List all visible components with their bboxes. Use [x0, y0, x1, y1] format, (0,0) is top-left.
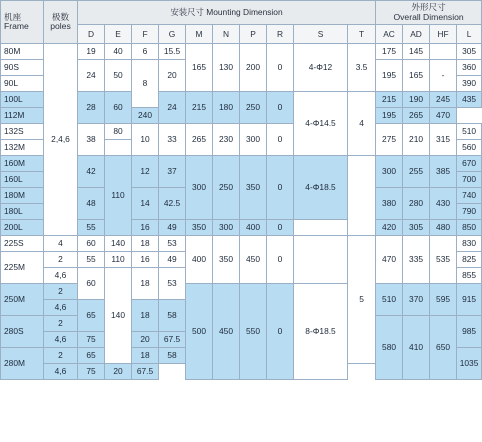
table-cell: 195	[376, 60, 403, 92]
table-cell: 830	[457, 236, 482, 252]
table-cell: 80	[105, 124, 132, 140]
table-cell: 670	[457, 156, 482, 172]
col-header-N: N	[213, 25, 240, 44]
col-header-G: G	[159, 25, 186, 44]
table-cell: 67.5	[159, 332, 186, 348]
table-cell: 49	[159, 220, 186, 236]
frame-cell: 80M	[1, 44, 44, 60]
table-cell: 38	[78, 124, 105, 156]
table-cell: 500	[186, 284, 213, 380]
table-cell: 435	[457, 92, 482, 108]
table-cell: 850	[457, 220, 482, 236]
table-cell: 250	[213, 156, 240, 220]
table-cell: 6	[132, 44, 159, 60]
table-cell: 255	[403, 156, 430, 188]
table-cell: 250	[240, 92, 267, 124]
table-cell: 400	[240, 220, 267, 236]
table-cell: 0	[267, 124, 294, 156]
table-cell: 240	[132, 108, 159, 124]
frame-cell: 90S	[1, 60, 44, 76]
col-header-F: F	[132, 25, 159, 44]
table-cell: 40	[105, 44, 132, 60]
frame-cell: 280S	[1, 316, 44, 348]
frame-cell: 180L	[1, 204, 44, 220]
table-cell: 42	[78, 156, 105, 188]
table-cell: 410	[403, 316, 430, 380]
poles-cell: 2	[44, 252, 78, 268]
header-poles-en: poles	[50, 21, 71, 31]
header-frame	[1, 1, 44, 44]
poles-cell: 4,6	[44, 332, 78, 348]
header-poles	[44, 1, 78, 44]
table-cell: 58	[159, 348, 186, 364]
table-cell: 145	[403, 44, 430, 60]
table-cell: 370	[403, 284, 430, 316]
table-cell: 350	[213, 236, 240, 284]
table-cell: 305	[457, 44, 482, 60]
table-cell: 110	[105, 252, 132, 268]
col-header-L: L	[457, 25, 482, 44]
poles-cell: 2	[44, 284, 78, 300]
table-cell: 195	[376, 108, 403, 124]
frame-cell: 280M	[1, 348, 44, 380]
table-cell: 190	[403, 92, 430, 108]
table-cell: 825	[457, 252, 482, 268]
table-cell: 19	[78, 44, 105, 60]
frame-cell: 180M	[1, 188, 44, 204]
table-cell: 165	[403, 60, 430, 92]
table-cell: 165	[186, 44, 213, 92]
table-cell: 280	[403, 188, 430, 220]
table-cell: 245	[430, 92, 457, 108]
table-cell	[348, 156, 376, 236]
table-cell: 42.5	[159, 188, 186, 220]
table-cell: 350	[186, 220, 213, 236]
table-cell: 215	[186, 92, 213, 124]
frame-cell: 160L	[1, 172, 44, 188]
table-cell: 0	[267, 92, 294, 124]
header-frame-cn: 机座	[4, 11, 22, 22]
table-cell: 0	[267, 284, 294, 380]
table-cell: 200	[240, 44, 267, 92]
header-frame-en: Frame	[4, 21, 29, 31]
table-cell: 110	[105, 156, 132, 236]
table-cell: 140	[105, 236, 132, 252]
table-cell: 48	[78, 188, 105, 220]
table-cell: 300	[186, 156, 213, 220]
header-overall-cn: 外形尺寸	[411, 2, 446, 13]
frame-cell: 132S	[1, 124, 44, 140]
table-cell: 3.5	[348, 44, 376, 92]
table-cell: 65	[78, 348, 105, 364]
table-cell: 300	[376, 156, 403, 188]
table-cell: 985	[457, 316, 482, 348]
table-cell	[430, 44, 457, 60]
table-cell: 305	[403, 220, 430, 236]
table-cell: 75	[78, 364, 105, 380]
table-cell: 0	[267, 236, 294, 284]
table-cell: 0	[267, 220, 294, 236]
table-cell: 8	[132, 60, 159, 108]
table-cell: 1035	[457, 348, 482, 380]
table-cell: 315	[430, 124, 457, 156]
table-cell: 400	[186, 236, 213, 284]
table-cell: -	[430, 60, 457, 92]
table-cell: 360	[457, 60, 482, 76]
table-cell: 510	[376, 284, 403, 316]
table-cell: 510	[457, 124, 482, 140]
table-cell	[294, 220, 348, 236]
poles-cell: 2	[44, 316, 78, 332]
table-cell: 450	[213, 284, 240, 380]
col-header-D: D	[78, 25, 105, 44]
table-cell: 15.5	[159, 44, 186, 60]
table-cell: 4	[348, 92, 376, 156]
table-cell: 60	[78, 268, 105, 300]
table-cell: 18	[132, 300, 159, 332]
frame-cell: 112M	[1, 108, 44, 124]
table-cell: 55	[78, 220, 105, 236]
table-cell: 595	[430, 284, 457, 316]
frame-cell: 200L	[1, 220, 44, 236]
col-header-P: P	[240, 25, 267, 44]
table-cell: 470	[430, 108, 457, 124]
table-cell: 49	[159, 252, 186, 268]
col-header-AC: AC	[376, 25, 403, 44]
table-cell: 24	[78, 60, 105, 92]
table-cell: 265	[403, 108, 430, 124]
table-cell: 60	[105, 92, 132, 124]
table-cell: 175	[376, 44, 403, 60]
table-cell: 915	[457, 284, 482, 316]
table-cell: 130	[213, 44, 240, 92]
table-cell: 18	[132, 236, 159, 252]
table-cell: 430	[430, 188, 457, 220]
table-cell: 14	[132, 188, 159, 220]
poles-cell: 4,6	[44, 268, 78, 284]
frame-cell: 100L	[1, 92, 44, 108]
table-cell: 37	[159, 156, 186, 188]
frame-cell: 160M	[1, 156, 44, 172]
table-cell: 5	[348, 236, 376, 364]
col-header-AD: AD	[403, 25, 430, 44]
table-cell: 385	[430, 156, 457, 188]
table-cell: 53	[159, 268, 186, 300]
table-cell: 180	[213, 92, 240, 124]
table-cell: 75	[78, 332, 105, 348]
table-cell: 12	[132, 156, 159, 188]
table-cell: 230	[213, 124, 240, 156]
table-cell: 0	[267, 156, 294, 220]
table-cell: 450	[240, 236, 267, 284]
col-header-R: R	[267, 25, 294, 44]
table-cell: 380	[376, 188, 403, 220]
table-cell: 265	[186, 124, 213, 156]
table-cell: 16	[132, 220, 159, 236]
table-cell: 300	[213, 220, 240, 236]
table-cell: 650	[430, 316, 457, 380]
table-cell: 700	[457, 172, 482, 188]
table-cell: 790	[457, 204, 482, 220]
table-cell: 0	[267, 44, 294, 92]
frame-cell: 132M	[1, 140, 44, 156]
poles-cell: 2	[44, 348, 78, 364]
col-header-S: S	[294, 25, 348, 44]
col-header-HF: HF	[430, 25, 457, 44]
table-cell	[105, 140, 132, 156]
table-cell: 275	[376, 124, 403, 156]
poles-cell: 4,6	[44, 300, 78, 316]
frame-cell: 225S	[1, 236, 44, 252]
table-cell: 4-Φ18.5	[294, 156, 348, 220]
table-cell: 8-Φ18.5	[294, 284, 348, 380]
poles-cell: 4	[44, 236, 78, 252]
table-cell: 350	[240, 156, 267, 220]
table-cell: 67.5	[132, 364, 159, 380]
col-header-E: E	[105, 25, 132, 44]
poles-cell: 4,6	[44, 364, 78, 380]
table-cell: 50	[105, 60, 132, 92]
header-mounting-dimension: 安装尺寸 Mounting Dimension	[78, 1, 376, 25]
header-overall-dimension	[376, 1, 482, 25]
table-cell: 60	[78, 236, 105, 252]
table-cell: 855	[457, 268, 482, 284]
table-cell: 420	[376, 220, 403, 236]
table-cell: 4-Φ12	[294, 44, 348, 92]
table-cell: 53	[159, 236, 186, 252]
table-cell: 24	[159, 92, 186, 124]
table-cell: 560	[457, 140, 482, 156]
header-poles-cn: 极数	[51, 11, 70, 22]
table-cell: 4-Φ14.5	[294, 92, 348, 156]
table-cell: 18	[132, 348, 159, 364]
frame-cell: 250M	[1, 284, 44, 316]
table-cell	[294, 236, 348, 284]
table-cell: 580	[376, 316, 403, 380]
header-overall-en: Overall Dimension	[393, 11, 464, 22]
table-cell: 140	[105, 268, 132, 364]
table-cell: 55	[78, 252, 105, 268]
table-cell: 480	[430, 220, 457, 236]
table-cell: 33	[159, 124, 186, 156]
table-cell: 215	[376, 92, 403, 108]
table-cell: 65	[78, 300, 105, 332]
table-cell: 20	[159, 60, 186, 92]
table-cell: 10	[132, 124, 159, 156]
table-cell: 390	[457, 76, 482, 92]
table-cell: 535	[430, 236, 457, 284]
table-cell: 20	[105, 364, 132, 380]
table-cell: 28	[78, 92, 105, 124]
poles-cell: 2,4,6	[44, 44, 78, 236]
table-cell: 335	[403, 236, 430, 284]
table-cell: 18	[132, 268, 159, 300]
table-cell: 58	[159, 300, 186, 332]
table-cell: 300	[240, 124, 267, 156]
table-cell: 740	[457, 188, 482, 204]
frame-cell: 225M	[1, 252, 44, 284]
table-cell: 16	[132, 252, 159, 268]
col-header-M: M	[186, 25, 213, 44]
table-cell: 20	[132, 332, 159, 348]
col-header-T: T	[348, 25, 376, 44]
table-cell: 550	[240, 284, 267, 380]
frame-cell: 90L	[1, 76, 44, 92]
table-cell: 210	[403, 124, 430, 156]
table-cell: 470	[376, 236, 403, 284]
